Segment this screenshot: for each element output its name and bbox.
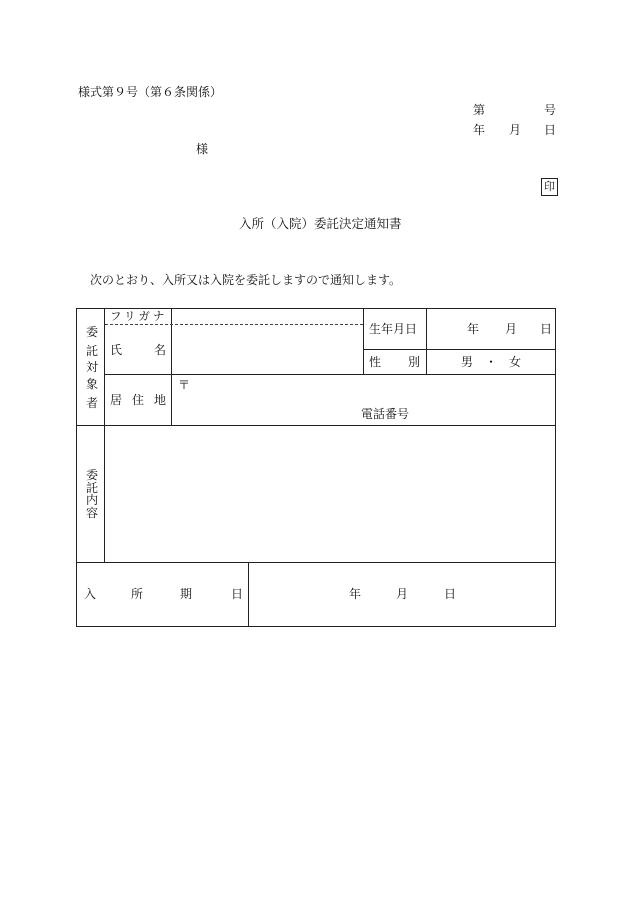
form-number: 様式第９号（第６条関係） bbox=[78, 85, 223, 99]
gender-label-2: 別 bbox=[408, 355, 421, 369]
address-label-1: 居 bbox=[110, 393, 123, 407]
admission-label-4: 日 bbox=[231, 587, 244, 601]
name-label-1: 氏 bbox=[110, 343, 123, 357]
birth-year: 年 bbox=[467, 322, 480, 336]
intro-text: 次のとおり、入所又は入院を委託しますので通知します。 bbox=[90, 273, 402, 287]
admission-label-2: 所 bbox=[131, 587, 144, 601]
content-field[interactable] bbox=[105, 426, 555, 562]
gender-separator: ・ bbox=[485, 355, 498, 369]
address-label-3: 地 bbox=[154, 393, 167, 407]
birth-label: 生年月日 bbox=[369, 322, 418, 336]
gender-male[interactable]: 男 bbox=[461, 355, 474, 369]
phone-label: 電話番号 bbox=[361, 407, 410, 421]
date-month: 月 bbox=[509, 123, 522, 137]
birth-day: 日 bbox=[540, 322, 553, 336]
postal-mark: 〒 bbox=[178, 378, 191, 392]
subject-label-5: 者 bbox=[86, 396, 99, 410]
date-year: 年 bbox=[473, 123, 486, 137]
admission-label-3: 期 bbox=[180, 587, 193, 601]
document-title: 入所（入院）委託決定通知書 bbox=[239, 216, 402, 231]
subject-label-3: 対 bbox=[86, 360, 99, 374]
gender-female[interactable]: 女 bbox=[509, 355, 522, 369]
address-field[interactable] bbox=[172, 375, 555, 425]
admission-month: 月 bbox=[396, 587, 409, 601]
subject-label-2: 託 bbox=[86, 344, 99, 358]
birth-month: 月 bbox=[505, 322, 518, 336]
admission-label-1: 入 bbox=[84, 587, 97, 601]
name-field[interactable] bbox=[172, 325, 363, 374]
furigana-label: フリガナ bbox=[110, 309, 168, 323]
recipient-suffix: 様 bbox=[196, 142, 209, 156]
admission-day: 日 bbox=[444, 587, 457, 601]
gender-label-1: 性 bbox=[369, 355, 382, 369]
content-label-4: 容 bbox=[86, 506, 99, 520]
subject-label-4: 象 bbox=[86, 377, 99, 391]
seal-mark: 印 bbox=[541, 178, 558, 196]
admission-year: 年 bbox=[349, 587, 362, 601]
address-label-2: 住 bbox=[132, 393, 145, 407]
name-label-2: 名 bbox=[154, 343, 167, 357]
content-label-1: 委 bbox=[86, 468, 99, 482]
number-label-go: 号 bbox=[544, 103, 557, 117]
furigana-field[interactable] bbox=[172, 309, 363, 324]
subject-label-1: 委 bbox=[86, 325, 99, 339]
number-label-dai: 第 bbox=[473, 103, 486, 117]
content-label-2: 託 bbox=[86, 481, 99, 495]
content-label-3: 内 bbox=[86, 493, 99, 507]
date-day: 日 bbox=[544, 123, 557, 137]
